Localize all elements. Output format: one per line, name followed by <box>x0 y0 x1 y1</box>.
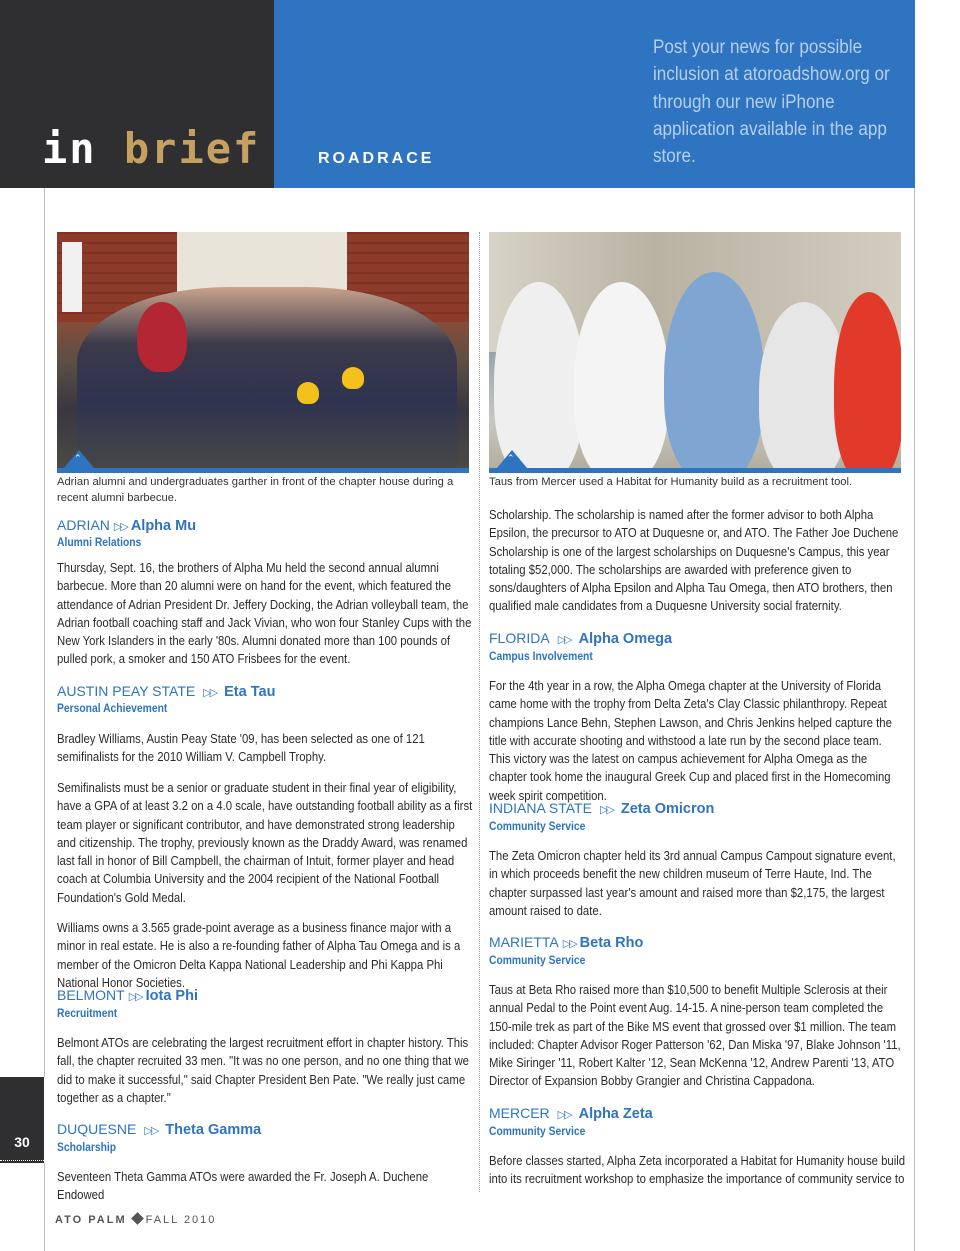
school-name: MERCER <box>489 1105 550 1121</box>
paragraph-indiana-state: The Zeta Omicron chapter held its 3rd annual Campus Campout signature event, in which proceeds benefit the new children museum of Terre Haute, Ind. The chapter surpassed last year's amount and raised more than $2,175, the largest amount raised to date. <box>489 848 896 918</box>
double-chevron-right-icon: ▷▷ <box>557 1109 571 1121</box>
photo-person-2 <box>574 282 669 473</box>
paragraph-marietta: Taus at Beta Rho raised more than $10,500 to benefit Multiple Sclerosis at their annual Pedal to the Point event Aug. 14-15. A nine-person team completed the 150-mile trek as part of the Bike MS event that grossed over $1 million. The team included: Chapter Advisor Roger Patterson '62, Dan Miska '97, Blake Johnson '11, Mike Siringer '11, Robert Kalter '12, Sean McKenna '12, Andrew Parenti '13, ATO Director of Expansion Bobby Grangier and Christina Cappadona. <box>489 982 901 1089</box>
department-title-word-2: brief <box>123 124 261 173</box>
chapter-name: Eta Tau <box>224 684 276 700</box>
promo-text: Post your news for possible inclusion at atoroadshow.org or through our new iPhone application available in the app store. <box>653 37 890 168</box>
section-heading-austin-peay <box>57 682 275 702</box>
chapter-name: Alpha Zeta <box>578 1106 653 1122</box>
photo-caption-right: Taus from Mercer used a Habitat for Humanity build as a recruitment tool. <box>489 476 853 488</box>
category-mercer: Community Service <box>489 1124 586 1138</box>
school-name: ADRIAN <box>57 517 110 533</box>
chapter-name: Alpha Mu <box>130 518 197 534</box>
double-chevron-right-icon: ▷▷ <box>557 634 571 646</box>
photo-person-3 <box>664 272 764 473</box>
paragraph-duquesne-continued: Scholarship. The scholarship is named after the former advisor to both Alpha Epsilon, the precursor to ATO at Duquesne or, and ATO. The Father Joe Duchene Scholarship is one of the largest scholarships on Duquesne's Campus, this year totaling $52,000. The scholarships are awarded with preference given to sons/daughters of Alpha Epsilon and Alpha Tau Omega, then ATO brothers, then qualified male candidates from a Duquesne University social fraternity. <box>489 507 899 614</box>
school-name: MARIETTA <box>489 934 559 950</box>
photo-person-5 <box>834 292 901 473</box>
section-heading-florida <box>489 629 672 649</box>
section-heading-mercer <box>489 1104 653 1124</box>
double-chevron-right-icon: ▷▷ <box>113 521 127 533</box>
page-number: 30 <box>14 1134 30 1150</box>
cross-emblem-icon <box>131 1212 144 1225</box>
section-heading-marietta <box>489 933 643 953</box>
paragraph-duquesne: Seventeen Theta Gamma ATOs were awarded the Fr. Joseph A. Duchene Endowed <box>57 1169 429 1203</box>
double-chevron-right-icon: ▷▷ <box>128 991 142 1003</box>
photo-red-shirt <box>137 302 187 372</box>
photo-frisbee <box>297 382 319 404</box>
school-name: BELMONT <box>57 987 125 1003</box>
chapter-name: Alpha Omega <box>578 631 673 647</box>
school-name: AUSTIN PEAY STATE <box>57 683 196 699</box>
photo-porch <box>177 232 347 292</box>
double-chevron-right-icon: ▷▷ <box>144 1125 158 1137</box>
paragraph-austin-peay-3: Williams owns a 3.565 grade-point average as a business finance major with a minor in real estate. He is also a re-founding father of Alpha Tau Omega and is a member of the Omicron Delta Kappa National Leadership and Phi Kappa Phi National Honor Societies. <box>57 920 461 990</box>
section-heading-adrian <box>57 516 196 536</box>
chapter-name: Iota Phi <box>145 988 198 1004</box>
chapter-name: Beta Rho <box>579 935 644 951</box>
section-heading-duquesne <box>57 1120 261 1140</box>
photo-caption-left: Adrian alumni and undergraduates garther in front of the chapter house during a recent alumni barbecue. <box>57 476 454 504</box>
photo-adrian-alumni <box>57 232 469 473</box>
department-title <box>42 126 260 172</box>
footer-issue: FALL 2010 <box>145 1214 217 1226</box>
page-number-dotted-rule <box>0 1160 44 1161</box>
school-name: FLORIDA <box>489 630 550 646</box>
left-rule-lower <box>44 1163 45 1251</box>
category-duquesne: Scholarship <box>57 1140 117 1154</box>
paragraph-mercer: Before classes started, Alpha Zeta incorporated a Habitat for Humanity house build into its recruitment workshop to emphasize the importance of community service to <box>489 1153 906 1187</box>
paragraph-belmont: Belmont ATOs are celebrating the largest recruitment effort in chapter history. This fall, the chapter recruited 33 men. "It was no one person, and no one thing that we did to make it successful," said Chapter President Ben Pate. "We really just came together as a chapter." <box>57 1035 469 1105</box>
double-chevron-right-icon: ▷▷ <box>203 687 217 699</box>
footer-brand: ATO PALM <box>55 1214 127 1226</box>
right-rule <box>914 188 915 1251</box>
department-title-word-1: in <box>42 124 97 173</box>
paragraph-florida: For the 4th year in a row, the Alpha Omega chapter at the University of Florida came home with the trophy from Delta Zeta's Clay Classic philanthropy. Repeat champions Lance Behn, Stephen Lawson, and Chris Jenkins helped capture the title with accurate shooting and withstood a late run by the second place team. This victory was the latest on campus achievement for Alpha Omega as the chapter took home the inaugural Greek Cup and placed first in the Homecoming week spirit competition. <box>489 678 892 803</box>
double-chevron-right-icon: ▷▷ <box>562 938 576 950</box>
photo-person-1 <box>494 282 584 473</box>
paragraph-austin-peay-2: Semifinalists must be a senior or graduate student in their final year of eligibility, have a GPA of at least 3.2 on a 4.0 scale, have outstanding football ability as a first team player or significant contributor, and have demonstrated strong leadership and citizenship. The trophy, previously known as the Draddy Award, was renamed last fall in honor of Bill Campbell, the chairman of Intuit, former player and head coach at Columbia University and the 2004 recipient of the National Football Foundation's Gold Medal. <box>57 780 473 905</box>
section-heading-belmont <box>57 986 198 1006</box>
photo-mercer-habitat <box>489 232 901 473</box>
chapter-name: Zeta Omicron <box>620 801 715 817</box>
paragraph-austin-peay-1: Bradley Williams, Austin Peay State '09, has been selected as one of 121 semifinalists for the 2010 William V. Campbell Trophy. <box>57 731 425 765</box>
paragraph-adrian: Thursday, Sept. 16, the brothers of Alpha Mu held the second annual alumni barbecue. More than 20 alumni were on hand for the event, which featured the attendance of Adrian President Dr. Jeffery Docking, the Adrian volleyball team, the Adrian football coaching staff and Jack Vivian, who won four Stanley Cups with the New York Islanders in the early '80s. Alumni donated more than 100 pounds of pulled pork, a smoker and 150 ATO Frisbees for the event. <box>57 560 472 667</box>
photo-frisbee-2 <box>342 367 364 389</box>
category-indiana-state: Community Service <box>489 819 586 833</box>
double-chevron-right-icon: ▷▷ <box>599 804 613 816</box>
school-name: INDIANA STATE <box>489 800 592 816</box>
photo-window <box>62 242 82 312</box>
section-heading-indiana-state <box>489 799 714 819</box>
category-adrian: Alumni Relations <box>57 535 142 549</box>
page-footer <box>55 1214 216 1226</box>
category-florida: Campus Involvement <box>489 649 593 663</box>
photo-group <box>77 287 457 473</box>
page-number-tab <box>0 1077 44 1163</box>
column-divider <box>479 232 480 1192</box>
school-name: DUQUESNE <box>57 1121 137 1137</box>
chapter-name: Theta Gamma <box>165 1122 262 1138</box>
category-marietta: Community Service <box>489 953 586 967</box>
left-rule <box>44 188 45 1077</box>
category-belmont: Recruitment <box>57 1006 118 1020</box>
section-label: ROADRACE <box>318 150 435 167</box>
category-austin-peay: Personal Achievement <box>57 701 168 715</box>
